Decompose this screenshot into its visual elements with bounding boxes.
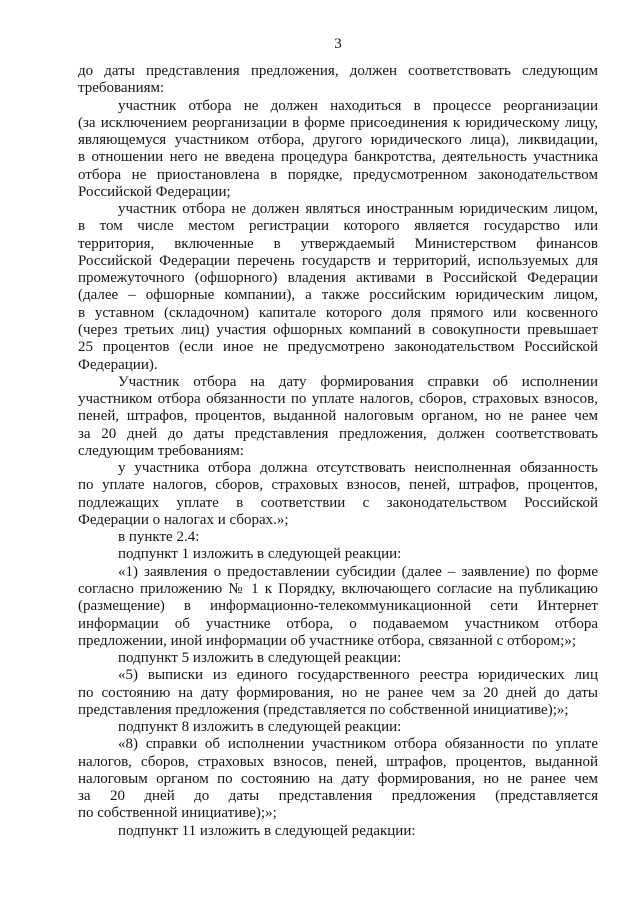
- paragraph: [78, 736, 598, 822]
- document-body: [78, 63, 598, 840]
- paragraph: [78, 98, 598, 202]
- text-line: в том числе местом регистрации которого является государство или: [78, 218, 598, 235]
- text-line: в уставном (складочном) капитале которого доля прямого или косвенного: [78, 304, 598, 321]
- text-line: Федерации).: [78, 356, 158, 373]
- text-line: участник отбора не должен находиться в процессе реорганизации: [118, 97, 598, 114]
- text-line: подпункт 5 изложить в следующей реакции:: [118, 650, 402, 667]
- paragraph: [78, 719, 598, 736]
- text-line: у участника отбора должна отсутствовать неисполненная обязанность: [118, 460, 598, 477]
- paragraph: [78, 460, 598, 529]
- text-line: за 20 дней до даты представления предложения (представляется: [78, 788, 598, 805]
- text-line: за 20 дней до даты представления предложения, должен соответствовать: [78, 425, 598, 442]
- text-line: «1) заявления о предоставлении субсидии (далее – заявление) по форме: [118, 563, 598, 580]
- text-line: участник отбора не должен являться иностранным юридическим лицом,: [118, 201, 598, 218]
- text-line: по состоянию на дату формирования, но не ранее чем за 20 дней до даты: [78, 684, 598, 701]
- text-line: согласно приложению № 1 к Порядку, включающего согласие на публикацию: [78, 580, 598, 597]
- text-line: Участник отбора на дату формирования справки об исполнении: [118, 373, 598, 390]
- text-line: подпункт 11 изложить в следующей редакции:: [118, 822, 416, 839]
- paragraph: [78, 546, 598, 563]
- text-line: налоговым органом по состоянию на дату формирования, но не ранее чем: [78, 770, 598, 787]
- text-line: подпункт 1 изложить в следующей реакции:: [118, 546, 402, 563]
- text-line: по уплате налогов, сборов, страховых взносов, пеней, штрафов, процентов,: [78, 477, 598, 494]
- text-line: Федерации о налогах и сборах.»;: [78, 511, 289, 528]
- text-line: по собственной инициативе);»;: [78, 805, 277, 822]
- text-line: представления предложения (представляется по собственной инициативе);»;: [78, 701, 569, 718]
- text-line: промежуточного (офшорного) владения активами в Российской Федерации: [78, 270, 598, 287]
- paragraph: [78, 201, 598, 374]
- text-line: следующим требованиям:: [78, 442, 244, 459]
- text-line: Российской Федерации перечень государств и территорий, используемых для: [78, 252, 598, 269]
- text-line: «5) выписки из единого государственного реестра юридических лиц: [118, 667, 598, 684]
- text-line: налогов, сборов, страховых взносов, пеней, штрафов, процентов, выданной: [78, 753, 598, 770]
- paragraph: [78, 374, 598, 460]
- text-line: участником отбора обязанности по уплате налогов, сборов, страховых взносов,: [78, 391, 598, 408]
- text-line: подлежащих уплате в соответствии с законодательством Российской: [78, 494, 598, 511]
- text-line: в отношении него не введена процедура банкротства, деятельность участника: [78, 149, 598, 166]
- text-line: «8) справки об исполнении участником отбора обязанности по уплате: [118, 736, 598, 753]
- text-line: информации об участнике отбора, о подаваемом участником отбора: [78, 615, 598, 632]
- text-line: предложении, иной информации об участнике отбора, связанной с отбором;»;: [78, 632, 577, 649]
- text-line: отбора не приостановлена в порядке, предусмотренном законодательством: [78, 166, 598, 183]
- paragraph: [78, 63, 598, 98]
- text-line: до даты представления предложения, должен соответствовать следующим: [78, 63, 598, 79]
- text-line: 25 процентов (если иное не предусмотрено законодательством Российской: [78, 339, 598, 356]
- text-line: (за исключением реорганизации в форме присоединения к юридическому лицу,: [78, 114, 598, 131]
- page-number: 3: [334, 36, 342, 52]
- text-line: (через третьих лиц) участия офшорных компаний в совокупности превышает: [78, 321, 598, 338]
- paragraph: [78, 650, 598, 667]
- text-line: являющемуся участником отбора, другого юридического лица), ликвидации,: [78, 132, 598, 149]
- text-line: территория, включенные в утверждаемый Министерством финансов: [78, 235, 598, 252]
- paragraph: [78, 529, 598, 546]
- paragraph: [78, 667, 598, 719]
- text-line: пеней, штрафов, процентов, выданной налоговым органом, но не ранее чем: [78, 408, 598, 425]
- text-line: требованиям:: [78, 80, 165, 97]
- text-line: подпункт 8 изложить в следующей реакции:: [118, 719, 402, 736]
- text-line: Российской Федерации;: [78, 183, 231, 200]
- text-line: в пункте 2.4:: [118, 529, 200, 546]
- text-line: (размещение) в информационно-телекоммуникационной сети Интернет: [78, 598, 598, 615]
- paragraph: [78, 823, 598, 840]
- paragraph: [78, 564, 598, 650]
- text-line: (далее – офшорные компании), а также российским юридическим лицом,: [78, 287, 598, 304]
